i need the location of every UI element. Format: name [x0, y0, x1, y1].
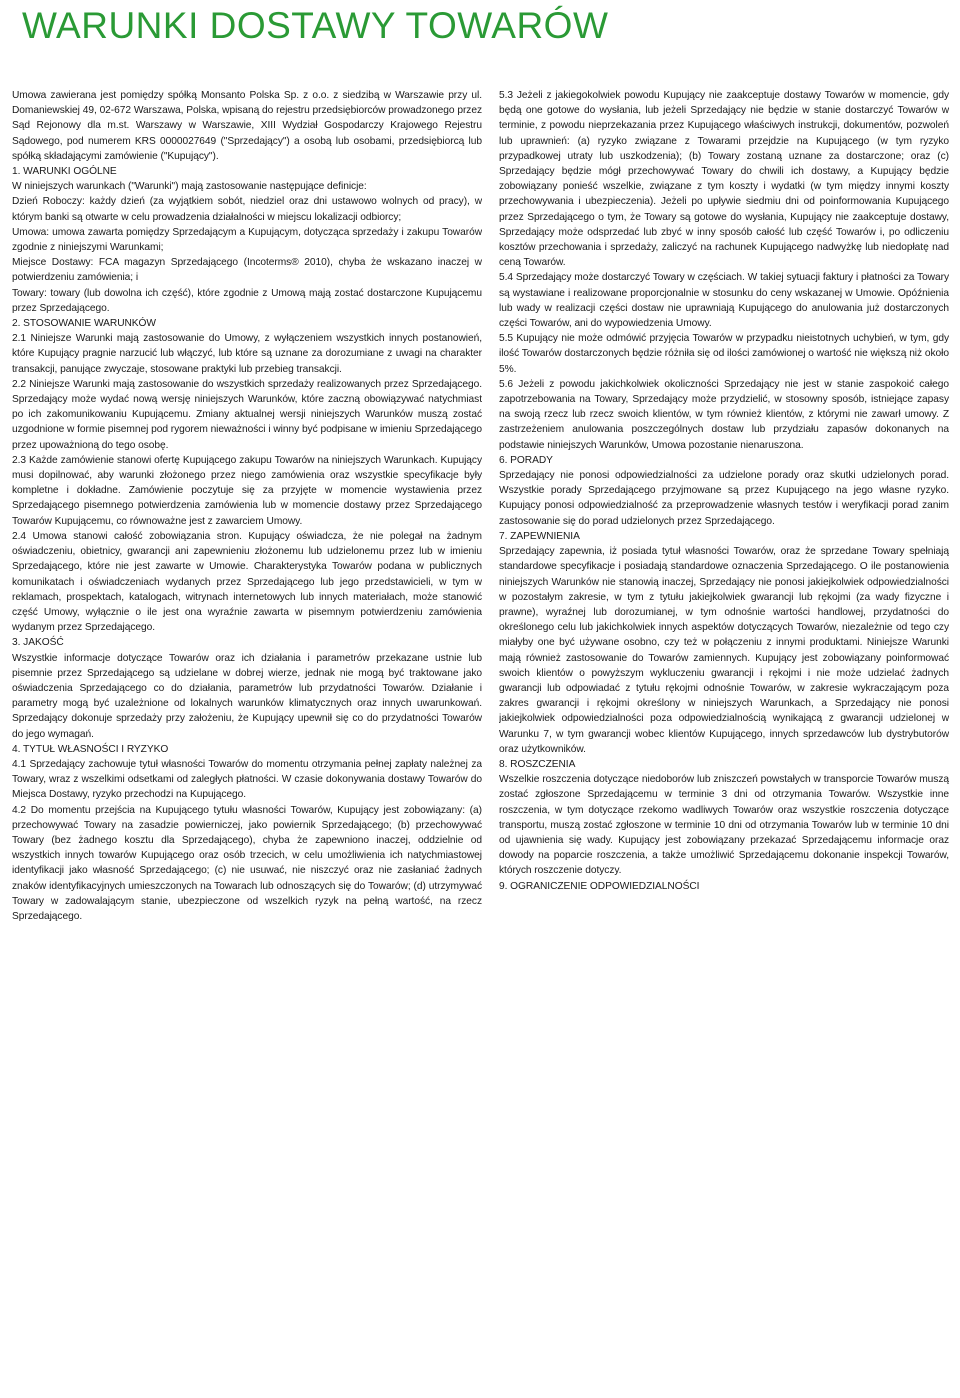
clause-paragraph: 4.2 Do momentu przejścia na Kupującego tytułu własności Towarów, Kupujący jest zobowiązany: (a) przechowywać Towary na zasadzie powierniczej, jako powiernik Sprzedającego; (b) przechowywać Towary (bez żadnego kosztu dla Sprzedającego), chyba że zapewniono inaczej, oddzielnie od wszystkich innych towarów Kupującego oraz osób trzecich, w celu umożliwienia ich natychmiastowej identyfikacji jako własność Sprzedającego; (c) nie usuwać, nie niszczyć oraz nie zasłaniać żadnych znaków identyfikacyjnych umieszczonych na Towarach lub odnoszących się do Towarów; (d) utrzymywać Towary w zadowalającym stanie, ubezpieczone od wszelkich ryzyk na pełną wartość, na rzecz Sprzedającego.: [12, 804, 482, 922]
definition-paragraph: Umowa: umowa zawarta pomiędzy Sprzedającym a Kupującym, dotycząca sprzedaży i zakupu Towarów zgodnie z niniejszymi Warunkami;: [12, 226, 482, 254]
definition-paragraph: Miejsce Dostawy: FCA magazyn Sprzedającego (Incoterms® 2010), chyba że wskazano inaczej w potwierdzeniu zamówienia; i: [12, 257, 482, 284]
paragraph: W niniejszych warunkach ("Warunki") mają zastosowanie następujące definicje:: [12, 181, 367, 193]
paragraph: Wszelkie roszczenia dotyczące niedoborów lub zniszczeń powstałych w transporcie Towarów muszą zostać zgłoszone Sprzedającemu w terminie 3 dni od otrzymania Towarów. Wszystkie inne roszczenia, w tym dotyczące rzekomo wadliwych Towarów oraz wszystkie roszczenia dotyczące transportu, muszą zostać zgłoszone w terminie 10 dni od otrzymania Towarów lub w terminie 10 dni od ujawnienia się wady. Kupujący jest zobowiązany przekazać Sprzedającemu informacje oraz dowody na poparcie roszczenia, a także umożliwić Sprzedającemu dokonanie inspekcji Towarów, których roszczenie dotyczy.: [499, 774, 949, 877]
left-column: [12, 88, 482, 1393]
clause-paragraph: 2.2 Niniejsze Warunki mają zastosowanie do wszystkich sprzedaży realizowanych przez Sprzedającego. Sprzedający może wydać nową wersję niniejszych Warunków, które zaczną obowiązywać natychmiast po ich zakomunikowaniu Kupującemu. Zmiany aktualnej wersji niniejszych Warunków muszą zostać uzgodnione w formie pisemnej pod rygorem nieważności i winny być podpisane w imieniu Sprzedającego przez upoważnioną do tego osobę.: [12, 378, 482, 451]
section-heading: 7. ZAPEWNIENIA: [499, 530, 580, 542]
section-heading: 8. ROSZCZENIA: [499, 758, 576, 770]
clause-paragraph: 5.5 Kupujący nie może odmówić przyjęcia Towarów w przypadku nieistotnych uchybień, w tym, gdy ilość Towarów dostarczonych będzie różniła się od ilości zamówionej o wartość nie większą niż około 5%.: [499, 333, 949, 375]
section-heading: 9. OGRANICZENIE ODPOWIEDZIALNOŚCI: [499, 880, 700, 892]
paragraph: Sprzedający nie ponosi odpowiedzialności za udzielone porady oraz skutki udzielonych porad. Wszystkie porady Sprzedającego przyjmowane są przez Kupującego na jego własne ryzyko. Kupujący ponosi odpowiedzialność za przeprowadzenie własnych testów i weryfikacji porad zanim zastosowanie się do porad udzielonych przez Sprzedającego.: [499, 470, 949, 527]
definition-paragraph: Towary: towary (lub dowolna ich część), które zgodnie z Umową mają zostać dostarczone Kupującemu przez Sprzedającego.: [12, 287, 482, 314]
section-heading: 6. PORADY: [499, 454, 553, 466]
clause-paragraph: 2.4 Umowa stanowi całość zobowiązania stron. Kupujący oświadcza, że nie polegał na żadnym oświadczeniu, obietnicy, gwarancji ani zapewnieniu złożonemu lub udzielonemu przez lub w imieniu Sprzedającego, które nie jest zawarte w Umowie. Charakterystyka Towarów podana w publicznych komunikatach i oświadczeniach wydanych przez Sprzedającego lub jego przedstawicieli, w tym w reklamach, prospektach, katalogach, witrynach internetowych lub innych materiałach, może stanowić część Umowy, wyłącznie o ile jest ona wyraźnie zawarta w pisemnym potwierdzeniu zamówienia wydanym przez Sprzedającego.: [12, 530, 482, 634]
page-title: WARUNKI DOSTAWY TOWARÓW: [22, 5, 609, 46]
definition-paragraph: Dzień Roboczy: każdy dzień (za wyjątkiem sobót, niedziel oraz dni ustawowo wolnych od pracy), w którym banki są otwarte w celu prowadzenia działalności w miejscu lokalizacji odbiorcy;: [12, 196, 482, 223]
clause-paragraph: 5.4 Sprzedający może dostarczyć Towary w częściach. W takiej sytuacji faktury i płatności za Towary są wystawiane i realizowane proporcjonalnie w stosunku do ceny wskazanej w Umowie. Opóźnienia lub wady w realizacji części dostaw nie uprawniają Kupującego do anulowania już dostarczonych części Towarów, ani do wypowiedzenia Umowy.: [499, 272, 949, 330]
clause-paragraph: 5.3 Jeżeli z jakiegokolwiek powodu Kupujący nie zaakceptuje dostawy Towarów w momencie, gdy będą one gotowe do wysłania, lub jeżeli Sprzedający nie będzie w stanie dostarczyć Towarów w terminie, z powodu nieprzekazania przez Kupującego właściwych instrukcji, dokumentów, pozwoleń lub uprawnień: (a) ryzyko związane z Towarami przejdzie na Kupującego (w tym ryzyko przypadkowej utraty lub uszkodzenia); (b) Towary zostaną uznane za dostarczone; oraz (c) Sprzedający będzie mógł przechowywać Towary do chwili ich dostawy, a Kupujący będzie zobowiązany ponieść wszelkie, związane z tym koszty i wydatki (w tym między innymi koszty przechowywania i ubezpieczenia). Jeżeli po upływie siedmiu dni od poinformowania Kupującego przez Sprzedającego o tym, że Towary są gotowe do wysłania, Kupujący nie zaakceptuje dostawy, Sprzedający może odsprzedać lub zbyć w inny sposób całość lub część Towarów i, po odliczeniu kosztów przechowania i sprzedaży, zaliczyć na rachunek Kupującego nadwyżkę lub niedopłatę nad ceną Towarów.: [499, 90, 949, 269]
section-heading: 3. JAKOŚĆ: [12, 637, 64, 649]
paragraph: Sprzedający zapewnia, iż posiada tytuł własności Towarów, oraz że sprzedane Towary spełniają standardowe specyfikacje i posiadają standardowe oznaczenia Sprzedającego. O ile postanowienia niniejszych Warunków nie stanowią inaczej, Sprzedający nie ponosi jakiejkolwiek odpowiedzialności w pozostałym zakresie, w tym z tytułu jakiejkolwiek gwarancji lub rękojmi (za wady fizyczne i prawne), wyraźnej lub dorozumianej, w tym odnośnie wartości handlowej, przydatności do określonego celu lub jakichkolwiek innych aspektów dotyczących Towarów, niezależnie od tego czy miałyby one być używane osobno, czy też w połączeniu z innymi produktami. Niniejsze Warunki mają również zastosowanie do Towarów zamiennych. Kupujący jest zobowiązany poinformować swoich klientów o powyższym wykluczeniu gwarancji i rękojmi i nie może udzielać żadnych gwarancji lub odpowiadać z tytułu rękojmi odnośnie Towarów, w zakresie wykraczającym poza zakres gwarancji i rękojmi określony w niniejszych Warunkach, a Sprzedający nie ponosi jakiejkolwiek odpowiedzialności poza odpowiedzialnością wynikającą z gwarancji udzielonej w Warunku 7, w tym gwarancji wobec klientów Kupującego, innych sprzedawców lub dystrybutorów oraz użytkowników.: [499, 546, 949, 755]
clause-paragraph: 5.6 Jeżeli z powodu jakichkolwiek okoliczności Sprzedający nie jest w stanie zaspokoić całego zapotrzebowania na Towary, Sprzedający może przydzielić, w stosowny sposób, istniejące zapasy na swoją rzecz lub rzecz swoich klientów, w tym również klientów, z którymi nie zawarł umowy. Z zastrzeżeniem anulowania poszczególnych dostaw lub przydziału zapasów dokonanych na podstawie niniejszych Warunków, Umowa pozostanie nienaruszona.: [499, 378, 949, 451]
preamble-paragraph: Umowa zawierana jest pomiędzy spółką Monsanto Polska Sp. z o.o. z siedzibą w Warszawie przy ul. Domaniewskiej 49, 02-672 Warszawa, Polska, wpisaną do rejestru przedsiębiorców prowadzonego przez Sąd Rejonowy dla m.st. Warszawy w Warszawie, XIII Wydział Gospodarczy Krajowego Rejestru Sądowego, pod numerem KRS 0000027649 ("Sprzedający") a osobą lub osobami, przedsiębiorcą lub spółką składającymi zamówienie ("Kupujący").: [12, 90, 482, 162]
section-heading: 2. STOSOWANIE WARUNKÓW: [12, 318, 156, 330]
clause-paragraph: 2.3 Każde zamówienie stanowi ofertę Kupującego zakupu Towarów na niniejszych Warunkach. Kupujący musi dopilnować, aby warunki złożonego przez niego zamówienia oraz wszystkie specyfikacje były kompletne i dokładne. Zamówienie poczytuje się za przyjęte w momencie wystawienia przez Sprzedającego pisemnego potwierdzenia zamówienia lub w momencie dostawy przez Sprzedającego Towarów Kupującemu, co równoważne jest z zawarciem Umowy.: [12, 454, 482, 527]
clause-paragraph: 2.1 Niniejsze Warunki mają zastosowanie do Umowy, z wyłączeniem wszystkich innych postanowień, które Kupujący pragnie narzucić lub włączyć, lub które są uznane za dorozumiane z uwagi na charakter transakcji, panujące zwyczaje, stosowane praktyki lub przebieg transakcji.: [12, 333, 482, 375]
right-column: [499, 88, 949, 1393]
section-heading: 1. WARUNKI OGÓLNE: [12, 166, 117, 178]
paragraph: Wszystkie informacje dotyczące Towarów oraz ich działania i parametrów przekazane ustnie lub pisemnie przez Sprzedającego są udzielane w dobrej wierze, jednak nie mogą być traktowane jako oświadczenia Sprzedającego co do działania, parametrów lub przydatności Towarów. Działanie i parametry mogą być uzależnione od lokalnych warunków klimatycznych oraz innych uwarunkowań. Sprzedający dokonuje sprzedaży przy założeniu, że Kupujący upewnił się co do przydatności Towarów do jego wymagań.: [12, 652, 482, 740]
clause-paragraph: 4.1 Sprzedający zachowuje tytuł własności Towarów do momentu otrzymania pełnej zapłaty należnej za Towary, wraz z wszelkimi odsetkami od zaległych płatności. W czasie dokonywania dostawy Towarów do Miejsca Dostawy, ryzyko przechodzi na Kupującego.: [12, 758, 482, 801]
section-heading: 4. TYTUŁ WŁASNOŚCI I RYZYKO: [12, 743, 169, 755]
